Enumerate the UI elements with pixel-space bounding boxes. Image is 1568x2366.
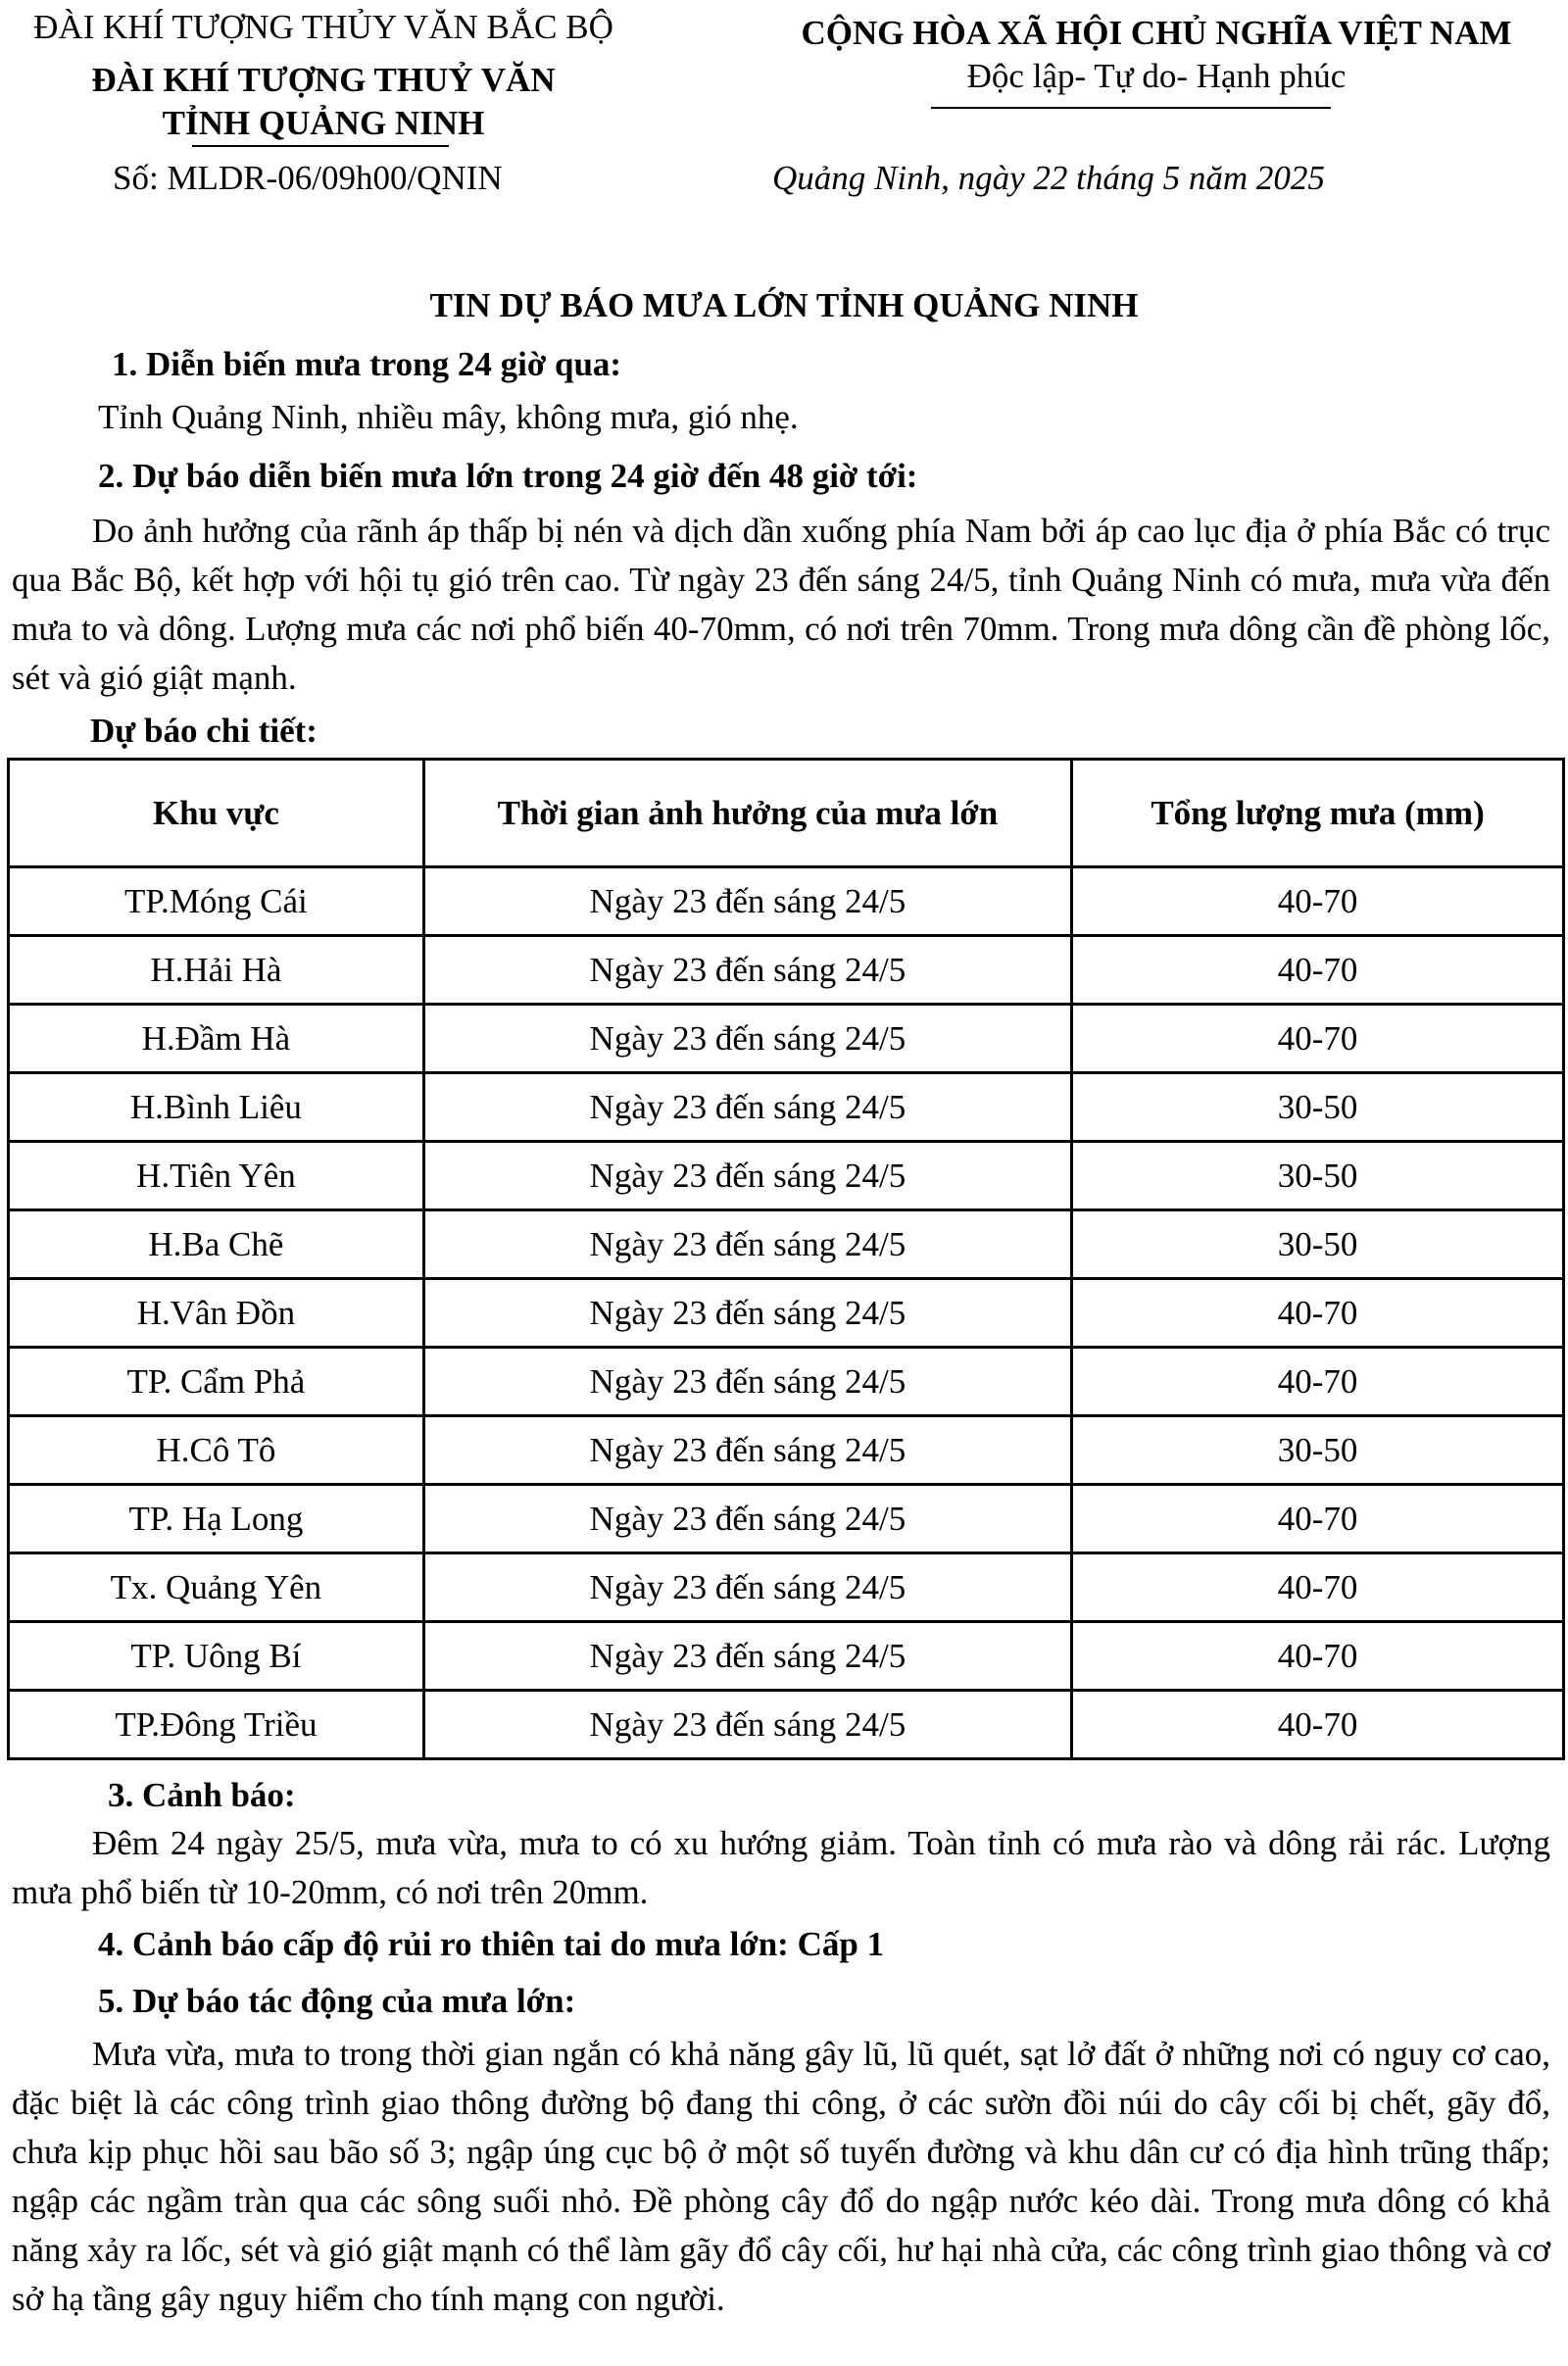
cell-area: TP. Hạ Long — [9, 1485, 424, 1553]
cell-area: H.Hải Hà — [9, 936, 424, 1005]
header-duration: Thời gian ảnh hưởng của mưa lớn — [423, 760, 1071, 867]
cell-duration: Ngày 23 đến sáng 24/5 — [423, 1416, 1071, 1485]
header-rainfall: Tổng lượng mưa (mm) — [1072, 760, 1564, 867]
section1-heading: 1. Diễn biến mưa trong 24 giờ qua: — [112, 345, 622, 383]
table-row — [9, 1553, 1564, 1622]
cell-rainfall: 40-70 — [1072, 936, 1564, 1005]
section5-text: Mưa vừa, mưa to trong thời gian ngắn có khả năng gây lũ, lũ quét, sạt lở đất ở những nơi có nguy cơ cao, đặc biệt là các công trình giao thông đường bộ đang thi công, ở các sườn đồi núi do cây cối bị chết, gãy đổ, chưa kịp phục hồi sau bão số 3; ngập úng cục bộ ở một số tuyến đường và khu dân cư có địa hình trũng thấp; ngập các ngầm tràn qua các sông suối nhỏ. Đề phòng cây đổ do ngập nước kéo dài. Trong mưa dông có khả năng xảy ra lốc, sét và gió giật mạnh có thể làm gãy đổ cây cối, hư hại nhà cửa, các công trình giao thông và cơ sở hạ tầng gây nguy hiểm cho tính mạng con người. — [12, 2035, 1550, 2318]
document-number: Số: MLDR-06/09h00/QNIN — [113, 159, 503, 197]
cell-rainfall: 40-70 — [1072, 1279, 1564, 1348]
cell-area: H.Vân Đồn — [9, 1279, 424, 1348]
agency-parent: ĐÀI KHÍ TƯỢNG THỦY VĂN BẮC BỘ — [33, 8, 613, 46]
section5-body — [12, 2030, 1550, 2324]
section3-heading: 3. Cảnh báo: — [108, 1776, 296, 1814]
section2-heading: 2. Dự báo diễn biến mưa lớn trong 24 giờ đến 48 giờ tới: — [98, 457, 918, 495]
cell-rainfall: 40-70 — [1072, 1622, 1564, 1691]
cell-duration: Ngày 23 đến sáng 24/5 — [423, 1348, 1071, 1416]
cell-duration: Ngày 23 đến sáng 24/5 — [423, 1622, 1071, 1691]
cell-duration: Ngày 23 đến sáng 24/5 — [423, 1005, 1071, 1073]
cell-area: H.Cô Tô — [9, 1416, 424, 1485]
table-row — [9, 1691, 1564, 1759]
cell-rainfall: 40-70 — [1072, 1485, 1564, 1553]
cell-duration: Ngày 23 đến sáng 24/5 — [423, 1279, 1071, 1348]
cell-duration: Ngày 23 đến sáng 24/5 — [423, 1142, 1071, 1210]
cell-area: TP.Đông Triều — [9, 1691, 424, 1759]
table-row — [9, 936, 1564, 1005]
document-title: TIN DỰ BÁO MƯA LỚN TỈNH QUẢNG NINH — [429, 286, 1139, 324]
cell-rainfall: 40-70 — [1072, 867, 1564, 936]
table-row — [9, 1005, 1564, 1073]
cell-rainfall: 30-50 — [1072, 1416, 1564, 1485]
cell-area: H.Tiên Yên — [9, 1142, 424, 1210]
cell-duration: Ngày 23 đến sáng 24/5 — [423, 1073, 1071, 1142]
table-row — [9, 1416, 1564, 1485]
cell-area: Tx. Quảng Yên — [9, 1553, 424, 1622]
cell-rainfall: 40-70 — [1072, 1553, 1564, 1622]
cell-duration: Ngày 23 đến sáng 24/5 — [423, 1691, 1071, 1759]
cell-duration: Ngày 23 đến sáng 24/5 — [423, 1485, 1071, 1553]
cell-rainfall: 40-70 — [1072, 1348, 1564, 1416]
agency-underline — [192, 145, 449, 147]
forecast-table — [7, 758, 1565, 1760]
table-row — [9, 1279, 1564, 1348]
cell-area: H.Ba Chẽ — [9, 1210, 424, 1279]
cell-area: H.Bình Liêu — [9, 1073, 424, 1142]
section4-heading: 4. Cảnh báo cấp độ rủi ro thiên tai do mưa lớn: Cấp 1 — [98, 1925, 885, 1963]
cell-rainfall: 30-50 — [1072, 1073, 1564, 1142]
cell-duration: Ngày 23 đến sáng 24/5 — [423, 1553, 1071, 1622]
header-area: Khu vực — [9, 760, 424, 867]
section2-text: Do ảnh hưởng của rãnh áp thấp bị nén và dịch dần xuống phía Nam bởi áp cao lục địa ở phía Bắc có trục qua Bắc Bộ, kết hợp với hội tụ gió trên cao. Từ ngày 23 đến sáng 24/5, tỉnh Quảng Ninh có mưa, mưa vừa đến mưa to và dông. Lượng mưa các nơi phổ biến 40-70mm, có nơi trên 70mm. Trong mưa dông cần đề phòng lốc, sét và gió giật mạnh. — [12, 512, 1550, 697]
table-row — [9, 1348, 1564, 1416]
cell-rainfall: 30-50 — [1072, 1142, 1564, 1210]
cell-rainfall: 30-50 — [1072, 1210, 1564, 1279]
table-header-row — [9, 760, 1564, 867]
cell-area: TP.Móng Cái — [9, 867, 424, 936]
table-row — [9, 1210, 1564, 1279]
cell-rainfall: 40-70 — [1072, 1005, 1564, 1073]
section2-body — [12, 507, 1550, 703]
table-row — [9, 1073, 1564, 1142]
table-row — [9, 1622, 1564, 1691]
motto-underline — [931, 107, 1331, 109]
section3-body — [12, 1819, 1550, 1917]
cell-rainfall: 40-70 — [1072, 1691, 1564, 1759]
cell-area: H.Đầm Hà — [9, 1005, 424, 1073]
table-row — [9, 1485, 1564, 1553]
table-row — [9, 1142, 1564, 1210]
nation-title: CỘNG HÒA XÃ HỘI CHỦ NGHĨA VIỆT NAM — [801, 14, 1512, 52]
cell-duration: Ngày 23 đến sáng 24/5 — [423, 1210, 1071, 1279]
cell-duration: Ngày 23 đến sáng 24/5 — [423, 936, 1071, 1005]
agency-name-line2: TỈNH QUẢNG NINH — [162, 104, 485, 142]
place-date: Quảng Ninh, ngày 22 tháng 5 năm 2025 — [772, 159, 1325, 197]
section5-heading: 5. Dự báo tác động của mưa lớn: — [98, 1982, 576, 2020]
detail-forecast-heading: Dự báo chi tiết: — [90, 712, 318, 750]
section3-text: Đêm 24 ngày 25/5, mưa vừa, mưa to có xu hướng giảm. Toàn tỉnh có mưa rào và dông rải rác. Lượng mưa phổ biến từ 10-20mm, có nơi trên 20mm. — [12, 1824, 1550, 1911]
agency-name-line1: ĐÀI KHÍ TƯỢNG THUỶ VĂN — [91, 61, 556, 99]
cell-duration: Ngày 23 đến sáng 24/5 — [423, 867, 1071, 936]
national-motto: Độc lập- Tự do- Hạnh phúc — [966, 57, 1347, 95]
cell-area: TP. Uông Bí — [9, 1622, 424, 1691]
cell-area: TP. Cẩm Phả — [9, 1348, 424, 1416]
table-row — [9, 867, 1564, 936]
section1-text: Tỉnh Quảng Ninh, nhiều mây, không mưa, gió nhẹ. — [98, 398, 799, 436]
